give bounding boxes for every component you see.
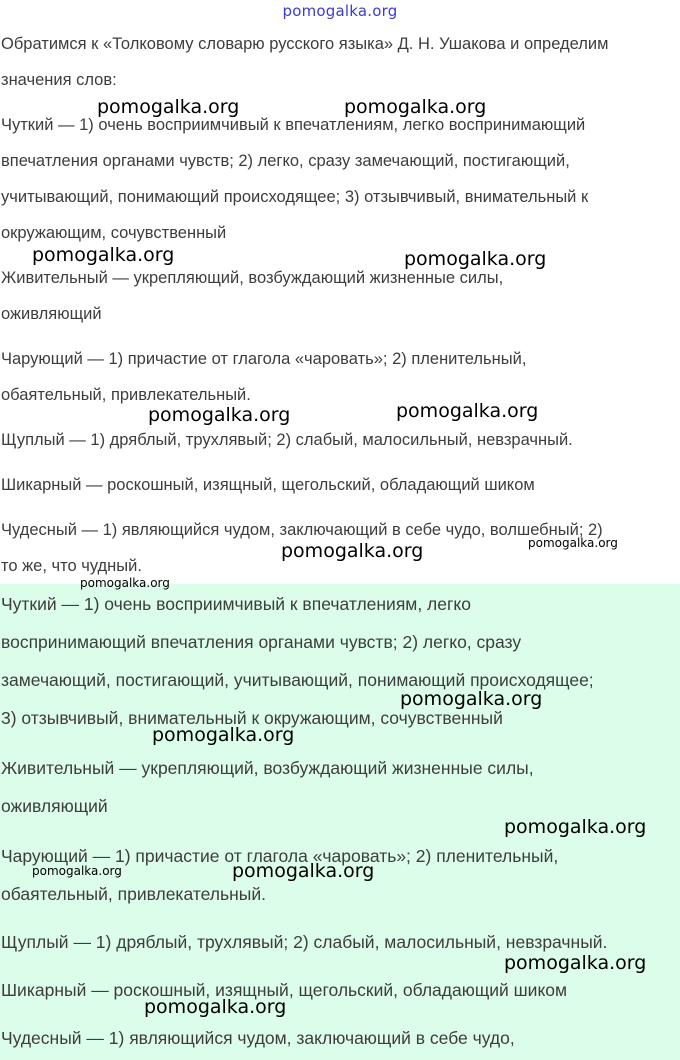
question-line: обаятельный, привлекательный. [1,386,251,404]
answer-line: Чудесный — 1) являющийся чудом, заключающий в себе чудо, [1,1028,515,1048]
question-line: Чарующий — 1) причастие от глагола «чаровать»; 2) пленительный, [1,350,527,368]
answer-line: оживляющий [1,796,108,816]
question-line: Живительный — укрепляющий, возбуждающий жизненные силы, [1,269,504,287]
watermark: pomogalka.org [504,816,647,838]
question-line: Шикарный — роскошный, изящный, щегольский, обладающий шиком [1,476,535,494]
question-line: то же, что чудный. [1,557,142,575]
answer-line: Чуткий — 1) очень восприимчивый к впечатлениям, легко [1,594,471,614]
question-line: впечатления органами чувств; 2) легко, сразу замечающий, постигающий, [1,152,570,170]
answer-line: замечающий, постигающий, учитывающий, понимающий происходящее; [1,670,594,690]
answer-line: Шикарный — роскошный, изящный, щегольский, обладающий шиком [1,980,568,1000]
watermark: pomogalka.org [152,724,295,746]
answer-line: воспринимающий впечатления органами чувств; 2) легко, сразу [1,632,522,652]
question-line: Чуткий — 1) очень восприимчивый к впечатлениям, легко воспринимающий [1,116,586,134]
watermark: pomogalka.org [80,576,170,590]
answer-line: Щуплый — 1) дряблый, трухлявый; 2) слабый, малосильный, невзрачный. [1,932,608,952]
question-line: окружающим, сочувственный [1,224,227,242]
question-line: Обратимся к «Толковому словарю русского языка» Д. Н. Ушакова и определим [1,35,609,53]
watermark: pomogalka.org [344,96,487,118]
question-line: оживляющий [1,305,102,323]
watermark: pomogalka.org [148,404,291,426]
watermark: pomogalka.org [400,688,543,710]
watermark: pomogalka.org [404,248,547,270]
watermark: pomogalka.org [97,96,240,118]
site-header-link[interactable]: pomogalka.org [282,2,398,20]
watermark: pomogalka.org [504,952,647,974]
answer-line: обаятельный, привлекательный. [1,884,266,904]
question-line: учитывающий, понимающий происходящее; 3) отзывчивый, внимательный к [1,188,589,206]
watermark: pomogalka.org [281,540,424,562]
watermark: pomogalka.org [396,400,539,422]
answer-line: Живительный — укрепляющий, возбуждающий жизненные силы, [1,758,534,778]
watermark: pomogalka.org [32,864,122,878]
question-line: значения слов: [1,71,117,89]
watermark: pomogalka.org [144,996,287,1018]
watermark: pomogalka.org [528,536,618,550]
answer-line: 3) отзывчивый, внимательный к окружающим, сочувственный [1,708,503,728]
question-line: Чудесный — 1) являющийся чудом, заключающий в себе чудо, волшебный; 2) [1,521,603,539]
watermark: pomogalka.org [232,860,375,882]
answer-line: Чарующий — 1) причастие от глагола «чаровать»; 2) пленительный, [1,846,559,866]
watermark: pomogalka.org [32,244,175,266]
question-line: Щуплый — 1) дряблый, трухлявый; 2) слабый, малосильный, невзрачный. [1,431,573,449]
